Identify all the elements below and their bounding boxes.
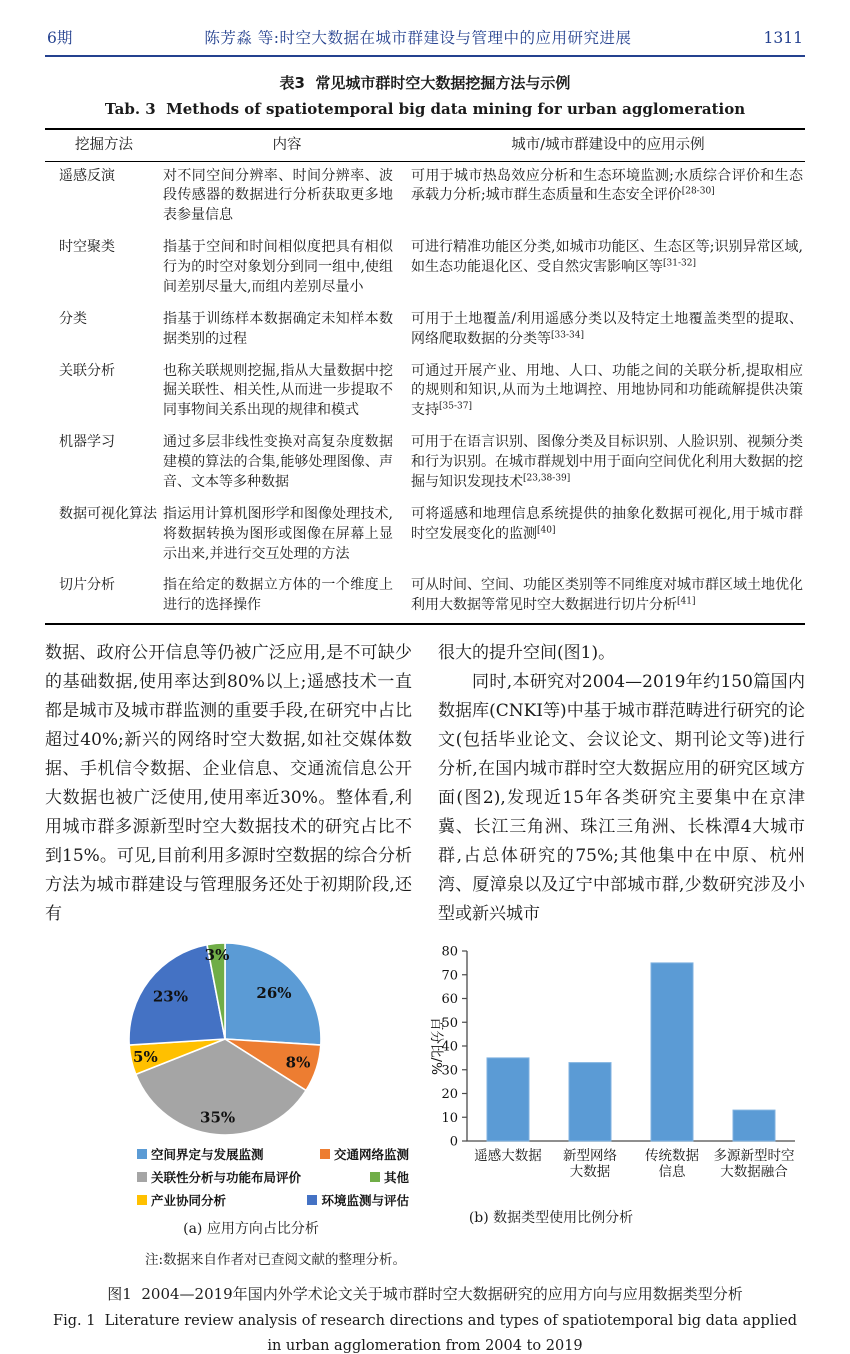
pie-slice-label: 26% — [256, 984, 292, 1003]
y-tick-label: 40 — [441, 1039, 458, 1055]
figure-note: 注:数据来自作者对已查阅文献的整理分析。 — [145, 1252, 407, 1269]
cell-method: 遥感反演 — [59, 167, 115, 184]
legend-swatch-icon — [370, 1172, 380, 1182]
table-title-en: Tab. 3 Methods of spatiotemporal big data mining for urban agglomeration — [104, 100, 746, 118]
legend-row — [137, 1168, 409, 1186]
legend-label: 空间界定与发展监测 — [151, 1147, 264, 1163]
cell-application — [411, 500, 805, 572]
y-tick-label: 50 — [441, 1015, 458, 1031]
application-text: 可通过开展产业、用地、人口、功能之间的关联分析,提取相应的规则和知识,从而为土地调控、用地协同和功能疏解提供决策支持 — [411, 362, 803, 419]
x-category-label: 遥感大数据 — [474, 1148, 542, 1165]
cell-method: 数据可视化算法 — [59, 505, 157, 522]
y-tick-label: 60 — [441, 992, 458, 1008]
table-row — [45, 571, 805, 624]
cell-content: 指运用计算机图形学和图像处理技术,将数据转换为图形或图像在屏幕上显示出来,并进行交互处理的方法 — [163, 505, 393, 562]
table-header-row — [45, 129, 805, 161]
application-text: 可进行精准功能区分类,如城市功能区、生态区等;识别异常区域,如生态功能退化区、受自然灾害影响区等 — [411, 239, 803, 276]
legend-row — [137, 1145, 409, 1163]
legend-row — [137, 1191, 409, 1209]
pie-slice-label: 3% — [204, 946, 230, 965]
x-category-label: 多源新型时空大数据融合 — [713, 1148, 795, 1181]
application-text: 可用于土地覆盖/利用遥感分类以及特定土地覆盖类型的提取、网络爬取数据的分类等 — [411, 310, 803, 347]
journal-issue: 6期 — [47, 29, 73, 47]
x-category-label: 新型网络大数据 — [563, 1148, 617, 1181]
running-header — [45, 26, 805, 57]
cell-method: 分类 — [59, 310, 87, 327]
pie-chart — [45, 939, 397, 1139]
running-title: 陈芳淼 等:时空大数据在城市群建设与管理中的应用研究进展 — [204, 29, 632, 47]
table-row — [45, 233, 805, 305]
y-axis-title: 百分比/% — [428, 1017, 444, 1076]
pie-slice-label: 35% — [200, 1108, 236, 1127]
pie-legend — [137, 1145, 409, 1209]
legend-label: 其他 — [383, 1170, 409, 1186]
legend-label: 产业协同分析 — [151, 1193, 227, 1209]
application-text: 可从时间、空间、功能区类别等不同维度对城市群区域土地优化利用大数据等常见时空大数据进行切片分析 — [411, 577, 803, 614]
y-tick-label: 0 — [449, 1134, 458, 1150]
y-tick-label: 70 — [441, 968, 458, 984]
table-head — [45, 129, 805, 161]
table-header-content: 内容 — [163, 129, 411, 161]
cell-content: 指基于空间和时间相似度把具有相似行为的时空对象划分到同一组中,使组间差别尽量大,而组内差别尽量小 — [163, 239, 393, 295]
cell-content: 指在给定的数据立方体的一个维度上进行的选择操作 — [163, 577, 393, 614]
figure-caption-zh: 图1 2004—2019年国内外学术论文关于城市群时空大数据研究的应用方向与应用数据类型分析 — [107, 1285, 743, 1304]
cell-method: 切片分析 — [59, 577, 115, 594]
body-paragraph: 数据、政府公开信息等仍被广泛应用,是不可缺少的基础数据,使用率达到80%以上;遥感技术一直都是城市及城市群监测的重要手段,在研究中占比超过40%;新兴的网络时空大数据,如社交媒体数据、手机信令数据、企业信息、交通流信息公开大数据也被广泛使用,使用率近30%。整体看,利用城市群多源新型时空大数据技术的研究占比不到15%。可见,目前利用多源时空数据的综合分析方法为城市群建设与管理服务还处于初期阶段,还有 — [45, 643, 412, 925]
legend-item — [137, 1168, 301, 1186]
reference-superscript: [23,38-39] — [523, 473, 571, 484]
legend-label: 关联性分析与功能布局评价 — [151, 1170, 302, 1186]
y-tick-label: 80 — [441, 944, 458, 960]
cell-content: 指基于训练样本数据确定未知样本数据类别的过程 — [163, 310, 393, 347]
figure-1 — [45, 939, 805, 1238]
text-column-left — [45, 639, 412, 929]
reference-superscript: [35-37] — [439, 401, 472, 412]
reference-superscript: [33-34] — [551, 330, 584, 341]
table-row — [45, 357, 805, 429]
legend-swatch-icon — [137, 1149, 147, 1159]
table-title-zh: 表3 常见城市群时空大数据挖掘方法与示例 — [279, 74, 571, 92]
legend-swatch-icon — [320, 1149, 330, 1159]
y-tick-label: 30 — [441, 1063, 458, 1079]
subcaption-a: (a) 应用方向占比分析 — [183, 1221, 319, 1238]
pie-slice-label: 23% — [152, 987, 188, 1006]
cell-content: 对不同空间分辨率、时间分辨率、波段传感器的数据进行分析获取更多地表参量信息 — [163, 167, 393, 224]
cell-application — [411, 357, 805, 429]
table-row — [45, 428, 805, 500]
y-tick-label: 20 — [441, 1087, 458, 1103]
text-column-right — [438, 639, 805, 929]
reference-superscript: [28-30] — [681, 186, 715, 197]
page-number: 1311 — [763, 29, 803, 47]
legend-item — [370, 1168, 409, 1186]
body-text — [45, 639, 805, 929]
legend-swatch-icon — [137, 1172, 147, 1182]
application-text: 可用于城市热岛效应分析和生态环境监测;水质综合评价和生态承载力分析;城市群生态质量和生态安全评价 — [411, 167, 803, 204]
pie-slice-label: 5% — [133, 1048, 158, 1067]
legend-item — [137, 1145, 264, 1163]
bar — [569, 1063, 611, 1141]
table-header-application: 城市/城市群建设中的应用示例 — [411, 129, 805, 161]
x-category-label: 传统数据信息 — [645, 1148, 699, 1181]
table-row — [45, 161, 805, 233]
table-body — [45, 161, 805, 624]
body-paragraph: 很大的提升空间(图1)。 — [438, 643, 616, 664]
legend-label: 环境监测与评估 — [321, 1193, 409, 1209]
reference-superscript: [40] — [537, 525, 556, 536]
subcaption-b: (b) 数据类型使用比例分析 — [468, 1210, 634, 1227]
pie-chart-block — [45, 939, 409, 1238]
bar — [487, 1058, 529, 1141]
cell-content: 也称关联规则挖掘,指从大量数据中挖掘关联性、相关性,从而进一步提取不同事物间关系出现的规律和模式 — [163, 362, 393, 419]
legend-item — [307, 1191, 409, 1209]
cell-method: 机器学习 — [59, 434, 115, 451]
cell-content: 通过多层非线性变换对高复杂度数据建模的算法的合集,能够处理图像、声音、文本等多种数据 — [163, 434, 393, 490]
reference-superscript: [41] — [677, 596, 696, 607]
legend-item — [320, 1145, 409, 1163]
bar-chart-block — [417, 939, 805, 1238]
methods-table — [45, 128, 805, 625]
application-text: 可用于在语言识别、图像分类及目标识别、人脸识别、视频分类和行为识别。在城市群规划中用于面向空间优化利用大数据的挖掘与知识发现技术 — [411, 434, 803, 490]
y-tick-label: 10 — [441, 1110, 458, 1126]
cell-method: 关联分析 — [59, 362, 115, 379]
table-header-method: 挖掘方法 — [45, 129, 163, 161]
figure-caption-en-line1: Fig. 1 Literature review analysis of research directions and types of spatiotemporal big data applied — [53, 1313, 797, 1330]
bar — [733, 1110, 775, 1141]
cell-application — [411, 233, 805, 305]
bar — [651, 963, 693, 1141]
cell-method: 时空聚类 — [59, 239, 115, 256]
legend-swatch-icon — [307, 1195, 317, 1205]
cell-application — [411, 571, 805, 624]
pie-slice-label: 8% — [285, 1053, 311, 1072]
cell-application — [411, 428, 805, 500]
legend-swatch-icon — [137, 1195, 147, 1205]
table-row — [45, 305, 805, 357]
reference-superscript: [31-32] — [663, 258, 696, 269]
legend-item — [137, 1191, 226, 1209]
table-row — [45, 500, 805, 572]
bar-chart — [417, 939, 805, 1191]
figure-caption-en-line2: in urban agglomeration from 2004 to 2019 — [267, 1338, 583, 1354]
cell-application — [411, 305, 805, 357]
application-text: 可将遥感和地理信息系统提供的抽象化数据可视化,用于城市群时空发展变化的监测 — [411, 505, 803, 542]
body-paragraph: 同时,本研究对2004—2019年约150篇国内数据库(CNKI等)中基于城市群范畴进行研究的论文(包括毕业论文、会议论文、期刊论文等)进行分析,在国内城市群时空大数据应用的研究区域方面(图2),发现近15年各类研究主要集中在京津冀、长江三角洲、珠江三角洲、长株潭4大城市群,占总体研究的75%;其他集中在中原、杭州湾、厦漳泉以及辽宁中部城市群,少数研究涉及小型或新兴城市 — [438, 672, 805, 925]
cell-application — [411, 161, 805, 233]
legend-label: 交通网络监测 — [333, 1147, 409, 1163]
table-titles — [45, 72, 805, 118]
